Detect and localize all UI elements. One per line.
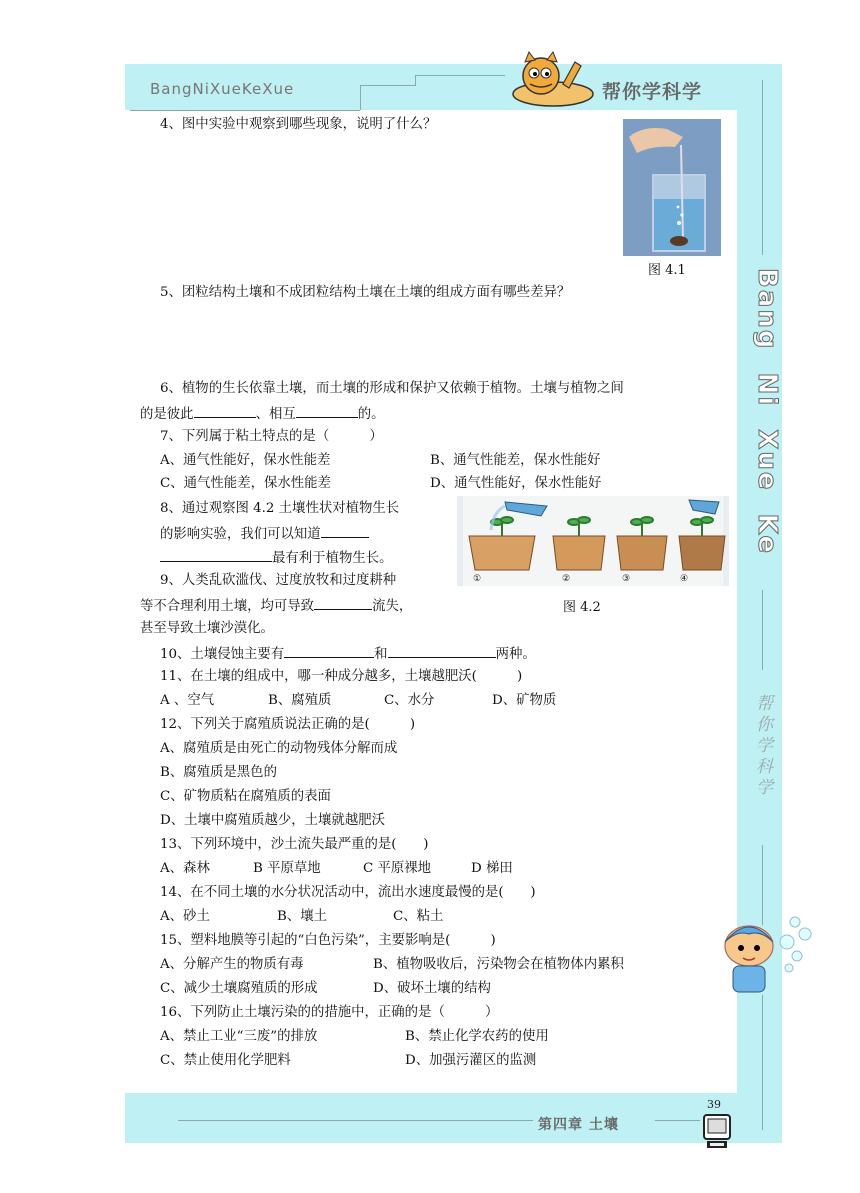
- fig42-label-1: ①: [473, 574, 482, 584]
- q10-text-a: 10、土壤侵蚀主要有: [160, 647, 285, 662]
- header-latin-title: BangNiXueKeXue: [150, 80, 295, 98]
- question-7: 7、下列属于粘土特点的是（ ）: [160, 429, 383, 444]
- question-6-line1: 6、植物的生长依靠土壤，而土壤的形成和保护又依赖于植物。土壤与植物之间: [160, 381, 624, 396]
- question-9-line2: [140, 595, 412, 617]
- header-divider-step: [360, 85, 416, 86]
- q6-text-b: 、相互: [255, 407, 296, 422]
- q10-text-c: 两种。: [495, 647, 536, 662]
- q16-option-c: C、禁止使用化学肥料: [160, 1053, 291, 1068]
- question-14: 14、在不同土壤的水分状况活动中，流出水速度最慢的是( ): [160, 885, 536, 900]
- sidebar-line-bottom: [762, 995, 763, 1130]
- boy-mascot-icon: [717, 912, 817, 1002]
- q7-option-c: C、通气性能差，保水性能差: [160, 476, 331, 491]
- q7-option-d: D、通气性能好，保水性能好: [430, 476, 602, 491]
- question-6-line2: [140, 403, 385, 425]
- tv-icon: [702, 1113, 732, 1151]
- q13-option-a: A、森林: [160, 861, 210, 876]
- figure-4-2: [457, 496, 729, 586]
- sidebar-cn-vertical: 帮你学科学: [752, 694, 772, 799]
- question-8-line2: [160, 523, 369, 545]
- beaker-photo: [623, 119, 721, 256]
- q8-text-b: 最有利于植物生长。: [272, 551, 393, 566]
- question-4: 4、图中实验中观察到哪些现象，说明了什么？: [160, 117, 437, 132]
- sidebar-latin-vertical: Bang Ni Xue Ke: [752, 268, 782, 555]
- q13-option-b: B 平原草地: [253, 861, 321, 876]
- q15-option-a: A、分解产生的物质有毒: [160, 957, 304, 972]
- q8-blank-1[interactable]: [321, 523, 369, 538]
- q11-option-c: C、水分: [384, 693, 435, 708]
- question-15: 15、塑料地膜等引起的“白色污染”，主要影响是( ): [160, 933, 496, 948]
- header-divider: [130, 110, 360, 111]
- footer-divider-right: [655, 1120, 700, 1121]
- q16-option-a: A、禁止工业“三废”的排放: [160, 1029, 318, 1044]
- q14-option-c: C、粘土: [393, 909, 444, 924]
- q6-blank-1[interactable]: [194, 403, 256, 418]
- question-8-line3: [160, 547, 393, 569]
- q14-option-b: B、壤土: [277, 909, 328, 924]
- q7-option-b: B、通气性能差，保水性能好: [430, 453, 601, 468]
- q10-blank-1[interactable]: [284, 643, 374, 658]
- q9-text-a: 等不合理利用土壤，均可导致: [140, 599, 315, 614]
- q14-option-a: A、砂土: [160, 909, 210, 924]
- question-9-line3: 甚至导致土壤沙漠化。: [140, 621, 274, 636]
- q6-text-a: 的是彼此: [140, 407, 194, 422]
- q16-option-b: B、禁止化学农药的使用: [405, 1029, 549, 1044]
- q11-option-d: D、矿物质: [492, 693, 557, 708]
- q15-option-c: C、减少土壤腐殖质的形成: [160, 981, 318, 996]
- figure-4-2-caption: 图 4.2: [563, 600, 601, 615]
- header-cn-title: 帮你学科学: [602, 81, 703, 103]
- q12-option-a: A、腐殖质是由死亡的动物残体分解而成: [160, 741, 398, 756]
- sidebar-line-mid: [762, 590, 763, 670]
- question-11: 11、在土壤的组成中，哪一种成分越多，土壤越肥沃( ): [160, 669, 523, 684]
- q8-blank-2[interactable]: [160, 547, 272, 562]
- fig42-label-2: ②: [562, 574, 571, 584]
- q13-option-d: D 梯田: [471, 861, 513, 876]
- header-divider-tick: [415, 75, 416, 85]
- q7-option-a: A、通气性能好，保水性能差: [160, 453, 331, 468]
- q11-option-b: B、腐殖质: [268, 693, 332, 708]
- fig42-label-4: ④: [680, 574, 689, 584]
- q10-blank-2[interactable]: [388, 643, 496, 658]
- q12-option-c: C、矿物质粘在腐殖质的表面: [160, 789, 331, 804]
- page-number: 39: [707, 1098, 721, 1111]
- question-16: 16、下列防止土壤污染的的措施中，正确的是（ ）: [160, 1005, 499, 1020]
- question-10: [160, 643, 536, 665]
- footer-band: [125, 1093, 737, 1143]
- question-13: 13、下列环境中，沙土流失最严重的是( ): [160, 837, 429, 852]
- q15-option-b: B、植物吸收后，污染物会在植物体内累积: [373, 957, 624, 972]
- question-5: 5、团粒结构土壤和不成团粒结构土壤在土壤的组成方面有哪些差异？: [160, 285, 571, 300]
- q6-text-c: 的。: [357, 407, 385, 422]
- q13-option-c: C 平原裸地: [363, 861, 432, 876]
- header-divider-step-v: [360, 85, 361, 110]
- q10-text-b: 和: [374, 647, 388, 662]
- q9-blank[interactable]: [314, 595, 372, 610]
- q15-option-d: D、破坏土壤的结构: [373, 981, 491, 996]
- fig42-label-3: ③: [622, 574, 631, 584]
- q9-text-b: 流失，: [372, 599, 413, 614]
- q12-option-d: D、土壤中腐殖质越少，土壤就越肥沃: [160, 813, 385, 828]
- plant-pots-photo: [457, 496, 729, 586]
- q12-option-b: B、腐殖质是黑色的: [160, 765, 277, 780]
- sidebar-line-top: [762, 80, 763, 255]
- figure-4-1: [623, 119, 721, 256]
- cat-mascot-icon: [503, 48, 599, 108]
- footer-divider: [178, 1120, 533, 1121]
- question-12: 12、下列关于腐殖质说法正确的是( ): [160, 717, 416, 732]
- footer-chapter-title: 第四章 土壤: [538, 1117, 619, 1133]
- question-8-line1: 8、通过观察图 4.2 土壤性状对植物生长: [160, 501, 400, 516]
- q6-blank-2[interactable]: [296, 403, 358, 418]
- q8-text-a: 的影响实验，我们可以知道: [160, 527, 321, 542]
- question-9-line1: 9、人类乱砍滥伐、过度放牧和过度耕种: [160, 573, 397, 588]
- header-divider-top: [415, 75, 505, 76]
- q16-option-d: D、加强污灌区的监测: [405, 1053, 537, 1068]
- figure-4-1-caption: 图 4.1: [648, 263, 686, 278]
- q11-option-a: A 、空气: [160, 693, 215, 708]
